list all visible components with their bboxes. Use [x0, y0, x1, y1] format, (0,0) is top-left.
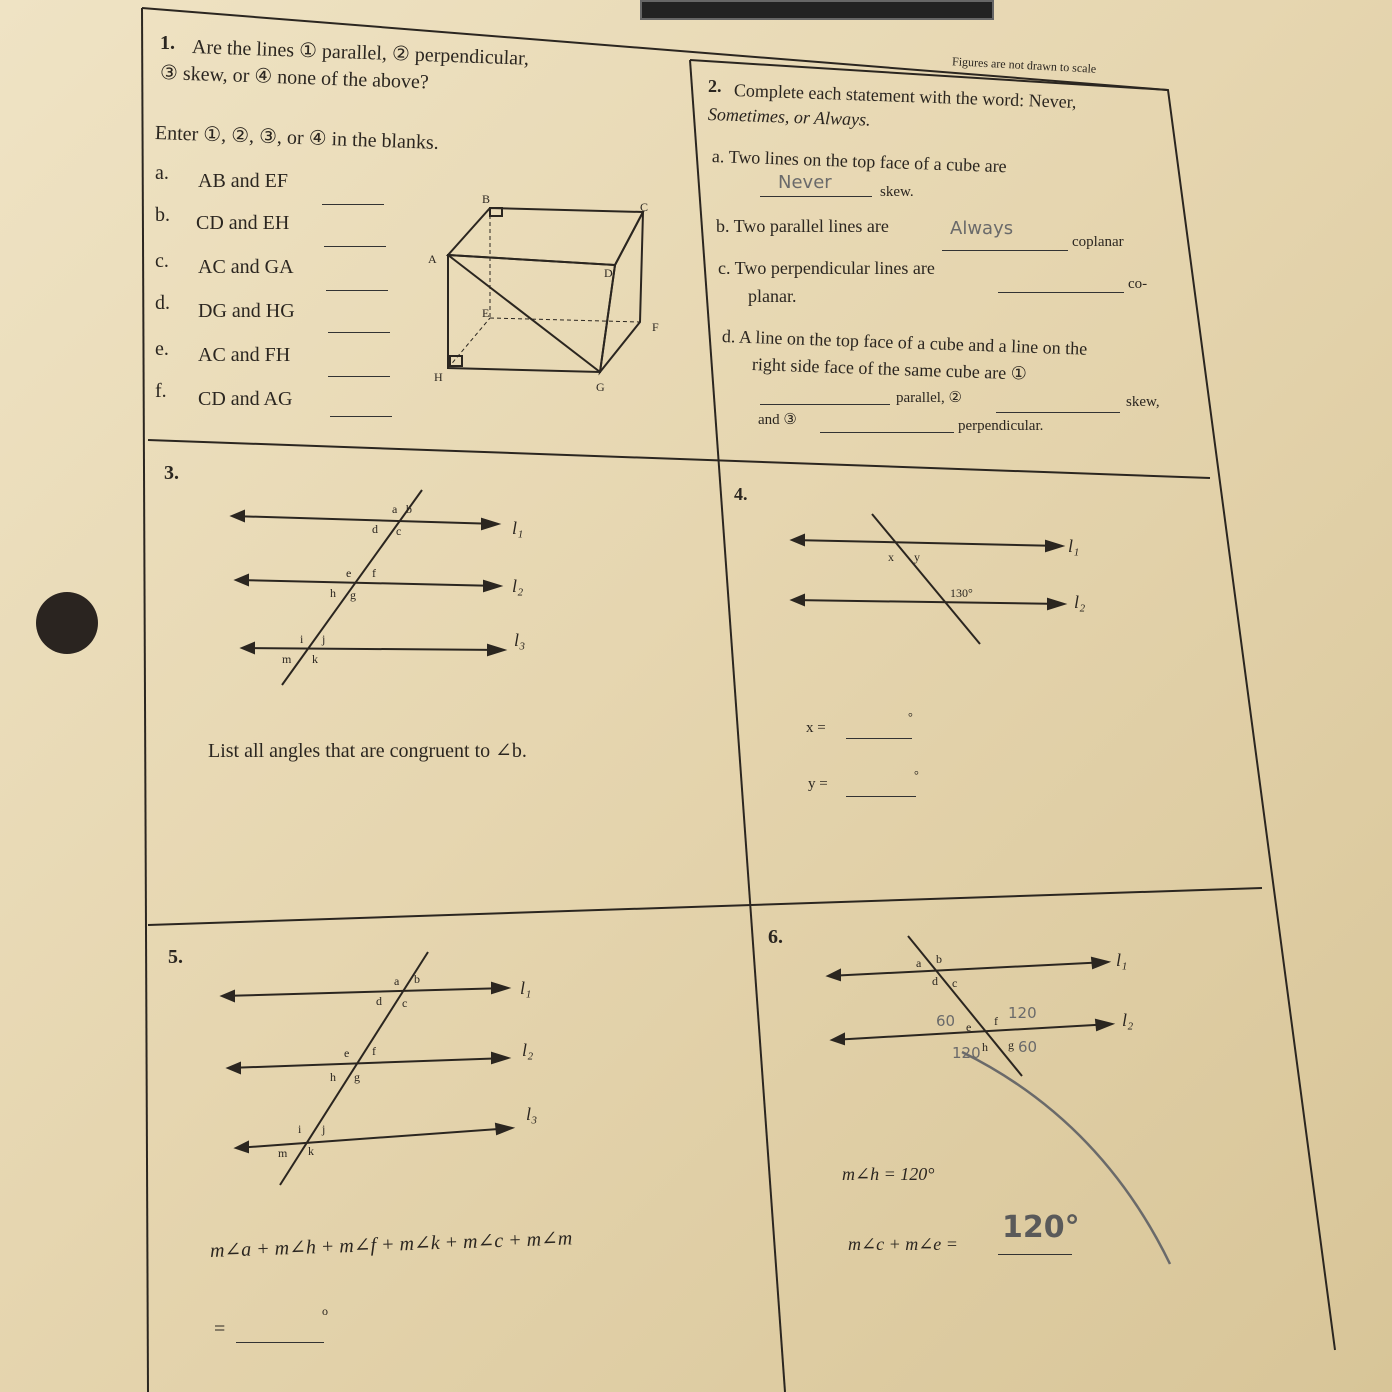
q6-label-a: a: [916, 956, 922, 970]
q5-label-l2: l₂: [522, 1040, 534, 1060]
q5-label-c: c: [402, 996, 408, 1010]
q6-label-l2: l₂: [1122, 1010, 1134, 1030]
q1-item-text-f: CD and AG: [198, 388, 293, 410]
q4-label-y: y: [914, 550, 920, 564]
q4-y-degree: °: [914, 768, 919, 782]
q4-x-blank[interactable]: [846, 738, 912, 739]
cube-label-g: G: [596, 380, 605, 394]
q3-label-k: k: [312, 652, 318, 666]
cube-label-b: B: [482, 192, 491, 206]
q4-number: 4.: [734, 484, 748, 504]
q1-blank-a[interactable]: [322, 204, 384, 205]
q5-number: 5.: [168, 946, 183, 968]
q5-equals: =: [214, 1318, 226, 1340]
q4-label-x: x: [888, 550, 894, 564]
q1-instruction: Enter ①, ②, ③, or ④ in the blanks.: [154, 122, 440, 154]
q1-item-text-b: CD and EH: [196, 212, 290, 234]
q1-item-letter-b: b.: [155, 204, 170, 226]
q3-number: 3.: [164, 462, 179, 484]
q6-ask: m∠c + m∠e =: [848, 1234, 958, 1254]
q1-item-letter-f: f.: [155, 380, 167, 402]
q2-c-end: co-: [1128, 276, 1148, 292]
q4-y-label: y =: [808, 776, 828, 792]
q1-item-letter-e: e.: [155, 338, 169, 360]
q4-label-l2: l₂: [1074, 592, 1086, 612]
q3-label-b: b: [406, 502, 412, 516]
q6-number: 6.: [768, 926, 783, 948]
q6-label-c: c: [952, 976, 958, 990]
q6-label-d: d: [932, 974, 938, 988]
q3-label-l2: l₂: [512, 576, 524, 596]
cube-label-c: C: [640, 200, 649, 214]
q6-answer: 120°: [1002, 1210, 1080, 1245]
q2-d-perp: perpendicular.: [958, 418, 1044, 434]
q2-a-end: skew.: [880, 184, 914, 200]
q2-b-answer: Always: [950, 218, 1014, 239]
q6-label-b: b: [936, 952, 942, 966]
q2-number: 2.: [708, 76, 722, 96]
q2-prompt-line2: Sometimes, or Always.: [707, 104, 871, 130]
q6-hw-e: 60: [936, 1012, 956, 1030]
q1-blank-e[interactable]: [328, 376, 390, 377]
q2-d-blank1[interactable]: [760, 404, 890, 405]
q2-d-text2: right side face of the same cube are ①: [751, 354, 1028, 384]
cube-label-a: A: [428, 252, 437, 266]
q3-question: List all angles that are congruent to ∠b.: [208, 740, 527, 762]
q5-label-l3: l₃: [526, 1104, 538, 1124]
q1-blank-d[interactable]: [328, 332, 390, 333]
q5-label-h: h: [330, 1070, 336, 1084]
q1-number: 1.: [160, 32, 175, 54]
q3-label-g: g: [350, 588, 356, 602]
q3-label-a: a: [392, 502, 398, 516]
q5-label-j: j: [322, 1122, 326, 1136]
q3-label-e: e: [346, 566, 352, 580]
q4-figure: [792, 514, 1064, 644]
q2-d-skew: skew,: [1126, 394, 1160, 410]
q6-label-e: e: [966, 1020, 972, 1034]
q3-label-l3: l₃: [514, 630, 526, 650]
q6-label-f: f: [994, 1014, 998, 1028]
q2-d-parallel: parallel, ②: [896, 390, 962, 406]
q5-label-d: d: [376, 994, 382, 1008]
q5-answer-blank[interactable]: [236, 1342, 324, 1343]
q2-c-blank[interactable]: [998, 292, 1124, 293]
q5-label-m: m: [278, 1146, 288, 1160]
q4-label-l1: l₁: [1068, 536, 1080, 556]
q1-item-text-c: AC and GA: [198, 256, 294, 278]
q3-label-c: c: [396, 524, 402, 538]
q2-a-text: a. Two lines on the top face of a cube are: [711, 146, 1007, 177]
q6-given: m∠h = 120°: [842, 1164, 935, 1184]
q3-label-d: d: [372, 522, 378, 536]
q5-degree: o: [322, 1304, 328, 1318]
q3-label-h: h: [330, 586, 336, 600]
q5-label-b: b: [414, 972, 420, 986]
q4-x-degree: °: [908, 710, 913, 724]
q2-c-text: c. Two perpendicular lines are: [718, 258, 935, 278]
q1-item-text-e: AC and FH: [198, 344, 291, 366]
q2-c-end2: planar.: [748, 286, 797, 306]
cube-label-f: F: [652, 320, 659, 334]
q4-x-label: x =: [806, 720, 826, 736]
q6-label-h: h: [982, 1040, 988, 1054]
q5-label-k: k: [308, 1144, 314, 1158]
cube-figure: [448, 208, 643, 372]
q3-label-i: i: [300, 632, 304, 646]
q1-blank-b[interactable]: [324, 246, 386, 247]
q2-d-and: and ③: [758, 412, 797, 428]
q2-b-end: coplanar: [1072, 234, 1124, 250]
q5-expression: m∠a + m∠h + m∠f + m∠k + m∠c + m∠m: [209, 1227, 573, 1262]
q2-b-blank[interactable]: [942, 250, 1068, 251]
scale-note: Figures are not drawn to scale: [951, 54, 1097, 76]
q2-d-blank2[interactable]: [996, 412, 1120, 413]
q2-b-text: b. Two parallel lines are: [716, 216, 889, 236]
q2-prompt-line1: Complete each statement with the word: Never,: [733, 80, 1077, 112]
q2-d-text1: d. A line on the top face of a cube and a line on the: [721, 326, 1088, 359]
q3-label-f: f: [372, 566, 376, 580]
q2-a-answer: Never: [778, 172, 832, 193]
q1-blank-f[interactable]: [330, 416, 392, 417]
q3-figure: [232, 490, 504, 685]
q6-answer-blank[interactable]: [998, 1254, 1072, 1255]
q5-label-a: a: [394, 974, 400, 988]
q4-y-blank[interactable]: [846, 796, 916, 797]
q2-d-blank3[interactable]: [820, 432, 954, 433]
q6-hw-h: 120: [952, 1044, 981, 1062]
q1-prompt-line1: Are the lines ① parallel, ② perpendicular,: [191, 36, 530, 70]
q1-item-text-a: AB and EF: [198, 170, 288, 192]
q1-item-text-d: DG and HG: [198, 300, 295, 322]
q6-hw-f: 120: [1008, 1004, 1037, 1022]
q1-blank-c[interactable]: [326, 290, 388, 291]
q6-label-l1: l₁: [1116, 950, 1128, 970]
q5-figure: [222, 952, 512, 1185]
q5-label-f: f: [372, 1044, 376, 1058]
cube-label-h: H: [434, 370, 443, 384]
q1-item-letter-a: a.: [155, 162, 169, 184]
q1-item-letter-c: c.: [155, 250, 169, 272]
q5-label-l1: l₁: [520, 978, 532, 998]
q6-hw-g: 60: [1018, 1038, 1038, 1056]
cube-label-e: E: [482, 306, 490, 320]
q1-item-letter-d: d.: [155, 292, 170, 314]
q3-label-l1: l₁: [512, 518, 524, 538]
cube-label-d: D: [604, 266, 613, 280]
q2-a-blank[interactable]: [760, 196, 872, 197]
q3-label-m: m: [282, 652, 292, 666]
q4-label-angle: 130°: [950, 586, 973, 600]
q1-prompt-line2: ③ skew, or ④ none of the above?: [159, 62, 430, 94]
q3-label-j: j: [322, 632, 326, 646]
q5-label-i: i: [298, 1122, 302, 1136]
q6-label-g: g: [1008, 1038, 1014, 1052]
q5-label-e: e: [344, 1046, 350, 1060]
q5-label-g: g: [354, 1070, 360, 1084]
